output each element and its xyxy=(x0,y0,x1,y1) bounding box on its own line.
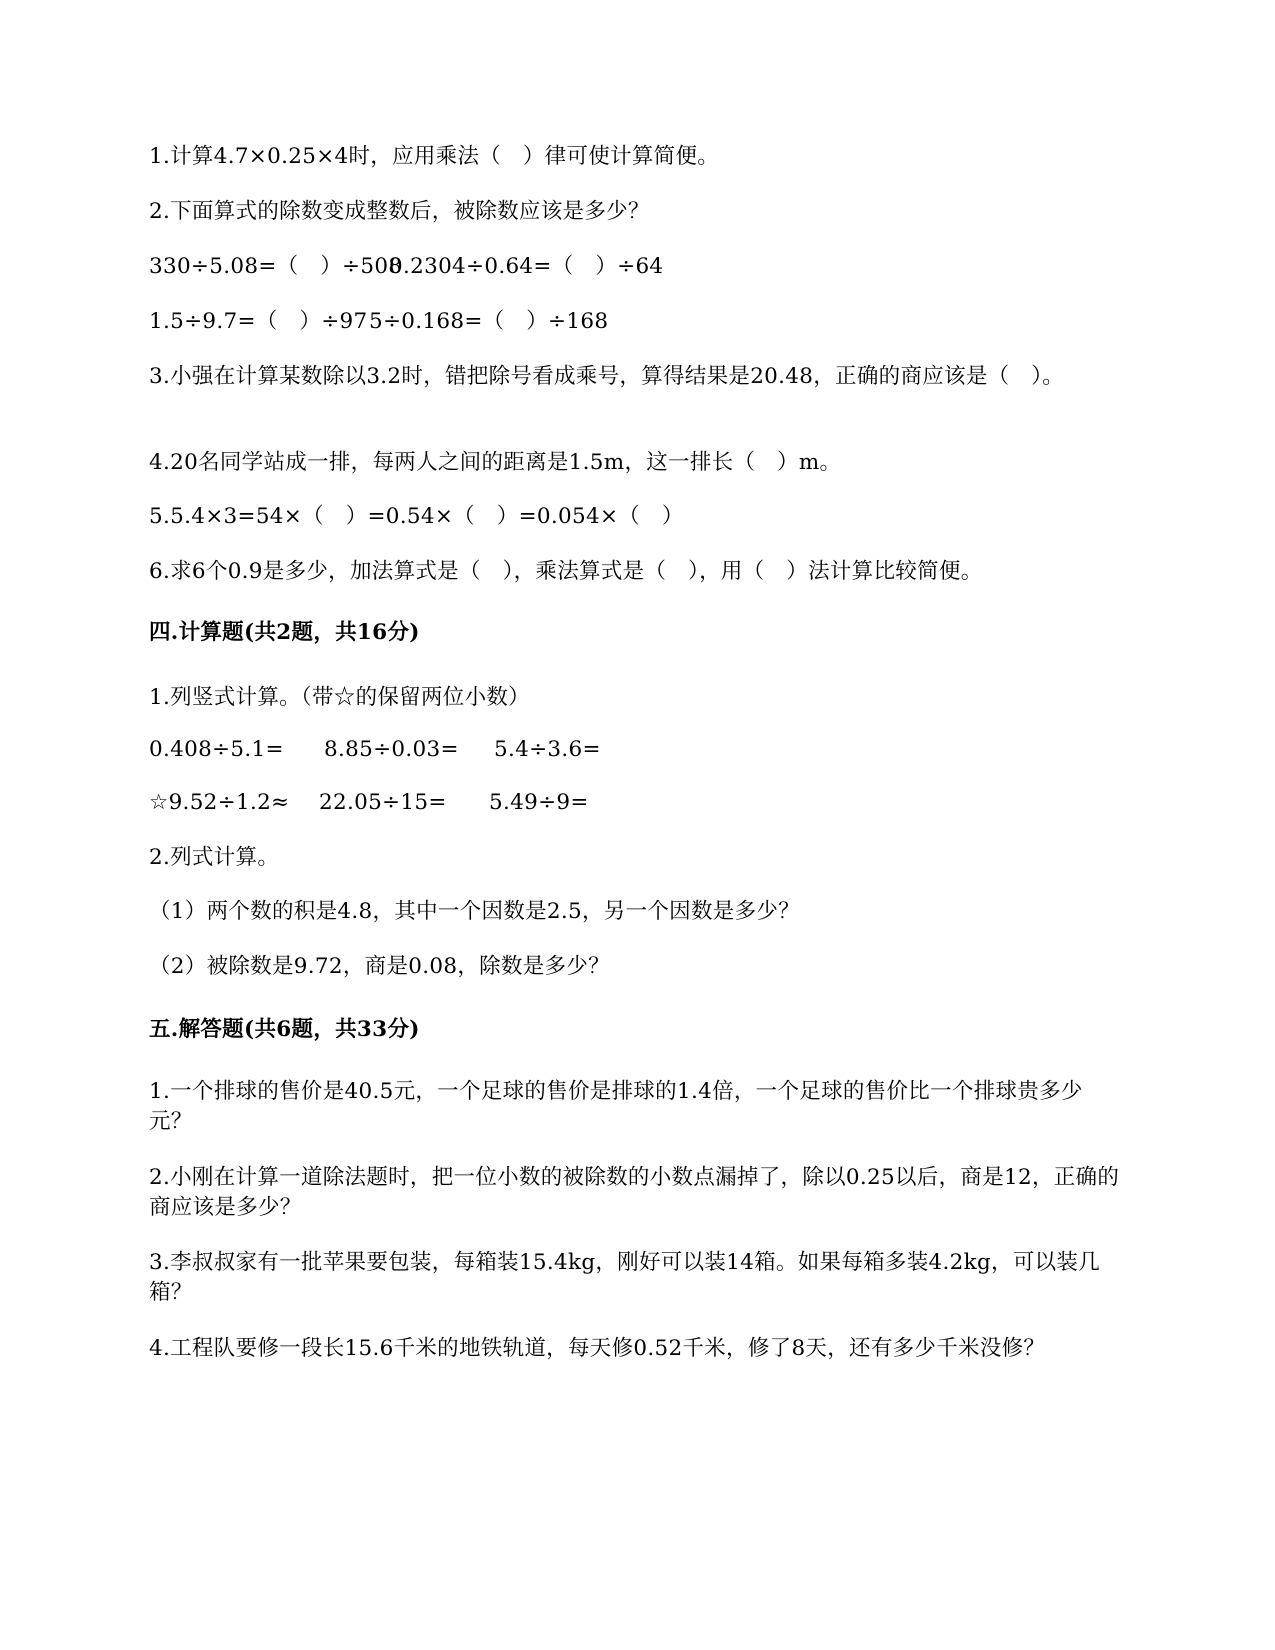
question-3-3: 3.小强在计算某数除以3.2时，错把除号看成乘号，算得结果是20.48，正确的商应该是（ ）。 xyxy=(149,364,1065,389)
expression: 22.05÷15= xyxy=(319,790,447,815)
expression: 8.85÷0.03= xyxy=(324,737,459,762)
question-4-1-row-1 xyxy=(149,735,601,765)
question-3-2: 2.下面算式的除数变成整数后，被除数应该是多少？ xyxy=(149,199,650,224)
question-5-4: 4.工程队要修一段长15.6千米的地铁轨道，每天修0.52千米，修了8天，还有多少千米没修？ xyxy=(149,1336,1046,1361)
expression: ☆9.52÷1.2≈ xyxy=(149,790,290,815)
question-3-1: 1.计算4.7×0.25×4时，应用乘法（ ）律可使计算简便。 xyxy=(149,144,720,169)
question-4-1: 1.列竖式计算。（带☆的保留两位小数） xyxy=(149,685,530,710)
section-4-heading: 四.计算题(共2题，共16分) xyxy=(149,620,420,645)
question-3-2-row-2 xyxy=(149,307,608,337)
question-3-2-row-1 xyxy=(149,252,663,282)
question-4-2: 2.列式计算。 xyxy=(149,845,280,870)
expression: 5.4÷3.6= xyxy=(494,737,601,762)
question-4-2-sub-2: （2）被除数是9.72，商是0.08，除数是多少？ xyxy=(149,954,610,979)
expression: 330÷5.08=（ ）÷508 xyxy=(149,254,403,279)
section-5-heading: 五.解答题(共6题，共33分) xyxy=(149,1017,420,1042)
question-3-4: 4.20名同学站成一排，每两人之间的距离是1.5m，这一排长（ ）m。 xyxy=(149,450,842,475)
expression: 0.408÷5.1= xyxy=(149,737,284,762)
question-3-5: 5.5.4×3=54×（ ）=0.54×（ ）=0.054×（ ） xyxy=(149,504,684,529)
question-4-2-sub-1: （1）两个数的积是4.8，其中一个因数是2.5，另一个因数是多少？ xyxy=(149,899,800,924)
question-5-3: 3.李叔叔家有一批苹果要包装，每箱装15.4kg，刚好可以装14箱。如果每箱多装4.2kg，可以装几箱？ xyxy=(149,1250,1101,1305)
expression: 1.5÷9.7=（ ）÷97 xyxy=(149,309,368,334)
expression: 5÷0.168=（ ）÷168 xyxy=(369,309,609,334)
question-3-6: 6.求6个0.9是多少，加法算式是（ ），乘法算式是（ ），用（ ）法计算比较简便。 xyxy=(149,559,983,584)
question-5-2: 2.小刚在计算一道除法题时，把一位小数的被除数的小数点漏掉了，除以0.25以后，商是12，正确的商应该是多少？ xyxy=(149,1165,1120,1220)
question-4-1-row-2 xyxy=(149,788,589,818)
expression: 5.49÷9= xyxy=(489,790,589,815)
expression: 0.2304÷0.64=（ ）÷64 xyxy=(389,254,664,279)
question-5-1: 1.一个排球的售价是40.5元，一个足球的售价是排球的1.4倍，一个足球的售价比一个排球贵多少元？ xyxy=(149,1079,1083,1134)
